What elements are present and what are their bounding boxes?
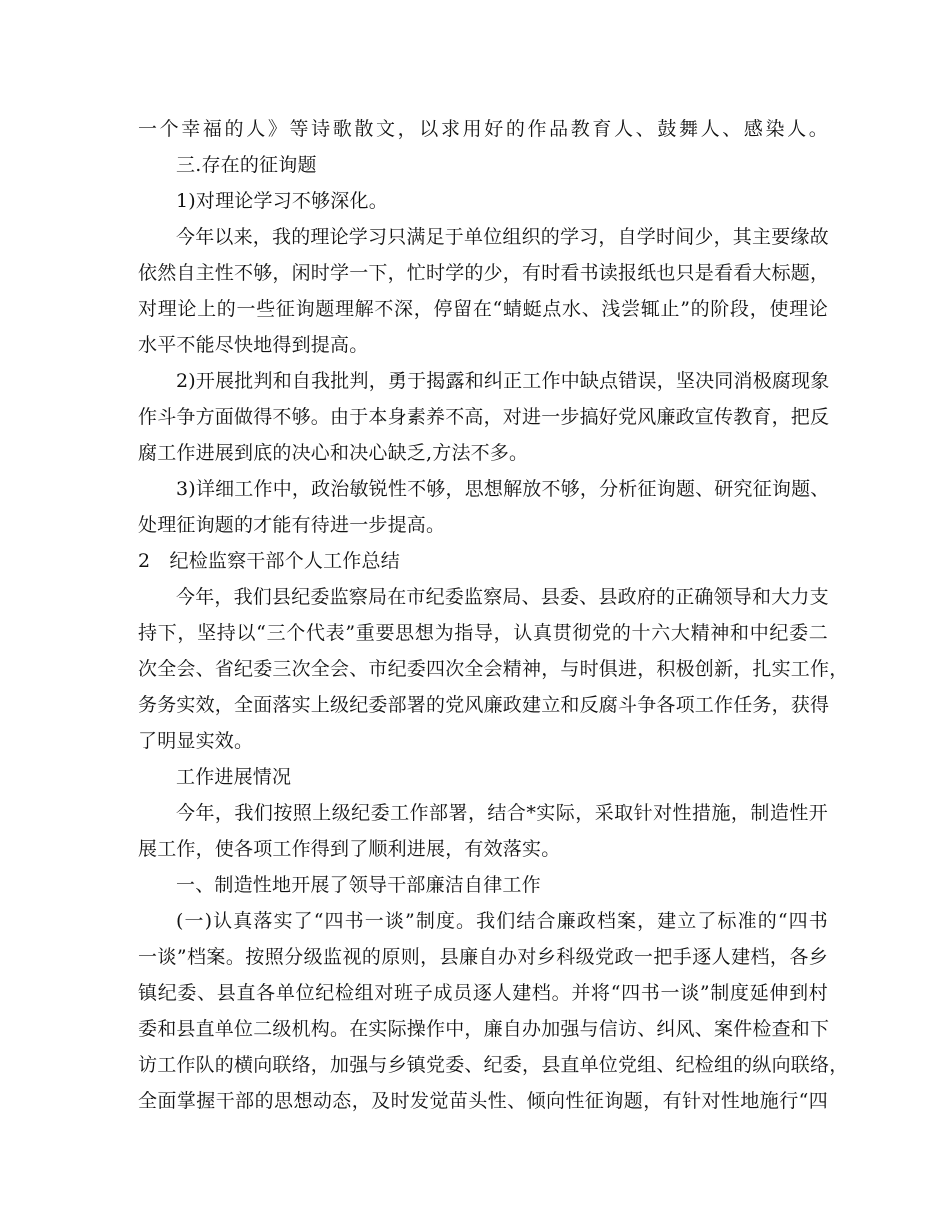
text-line: (一)认真落实了“四书一谈”制度。我们结合廉政档案，建立了标准的“四书: [176, 910, 828, 932]
text-line: 全面掌握干部的思想动态，及时发觉苗头性、倾向性征询题，有针对性地施行“四: [138, 1090, 828, 1112]
text-line: 访工作队的横向联络，加强与乡镇党委、纪委，县直单位党组、纪检组的纵向联络，: [138, 1054, 849, 1076]
text-line: 1)对理论学习不够深化。: [176, 190, 388, 212]
text-line: 处理征询题的才能有待进一步提高。: [138, 514, 446, 536]
text-line: 一谈”档案。按照分级监视的原则，县廉自办对乡科级党政一把手逐人建档，各乡: [138, 946, 828, 968]
text-line: 2)开展批判和自我批判，勇于揭露和纠正工作中缺点错误，坚决同消极腐现象: [176, 370, 830, 392]
text-line: 今年，我们按照上级纪委工作部署，结合*实际，采取针对性措施，制造性开: [176, 802, 828, 824]
text-line: 水平不能尽快地得到提高。: [138, 334, 369, 356]
section-heading: 工作进展情况: [176, 766, 292, 788]
text-line: 委和县直单位二级机构。在实际操作中，廉自办加强与信访、纠风、案件检查和下: [138, 1018, 830, 1040]
text-line: 次全会、省纪委三次全会、市纪委四次全会精神，与时俱进，积极创新，扎实工作，: [138, 658, 849, 680]
text-line: 持下，坚持以“三个代表”重要思想为指导，认真贯彻党的十六大精神和中纪委二: [138, 622, 828, 644]
text-line: 依然自主性不够，闲时学一下，忙时学的少，有时看书读报纸也只是看看大标题，: [138, 262, 830, 284]
text-line: 对理论上的一些征询题理解不深，停留在“蜻蜓点水、浅尝辄止”的阶段，使理论: [138, 298, 828, 320]
section-heading: 2 纪检监察干部个人工作总结: [138, 550, 400, 572]
text-line: 了明显实效。: [138, 730, 254, 752]
text-line: 展工作，使各项工作得到了顺利进展，有效落实。: [138, 838, 561, 860]
text-line: 务务实效，全面落实上级纪委部署的党风廉政建立和反腐斗争各项工作任务，获得: [138, 694, 830, 716]
text-line: 一个幸福的人》等诗歌散文，以求用好的作品教育人、鼓舞人、感染人。: [138, 118, 828, 140]
text-line: 腐工作进展到底的决心和决心缺乏,方法不多。: [138, 442, 529, 464]
text-line: 今年，我们县纪委监察局在市纪委监察局、县委、县政府的正确领导和大力支: [176, 586, 829, 608]
text-line: 3)详细工作中，政治敏锐性不够，思想解放不够，分析征询题、研究征询题、: [176, 478, 830, 500]
section-heading: 三.存在的征询题: [176, 154, 317, 176]
text-line: 作斗争方面做得不够。由于本身素养不高，对进一步搞好党风廉政宣传教育，把反: [138, 406, 830, 428]
text-line: 今年以来，我的理论学习只满足于单位组织的学习，自学时间少，其主要缘故: [176, 226, 829, 248]
text-line: 镇纪委、县直各单位纪检组对班子成员逐人建档。并将“四书一谈”制度延伸到村: [138, 982, 828, 1004]
section-heading: 一、制造性地开展了领导干部廉洁自律工作: [176, 874, 541, 896]
